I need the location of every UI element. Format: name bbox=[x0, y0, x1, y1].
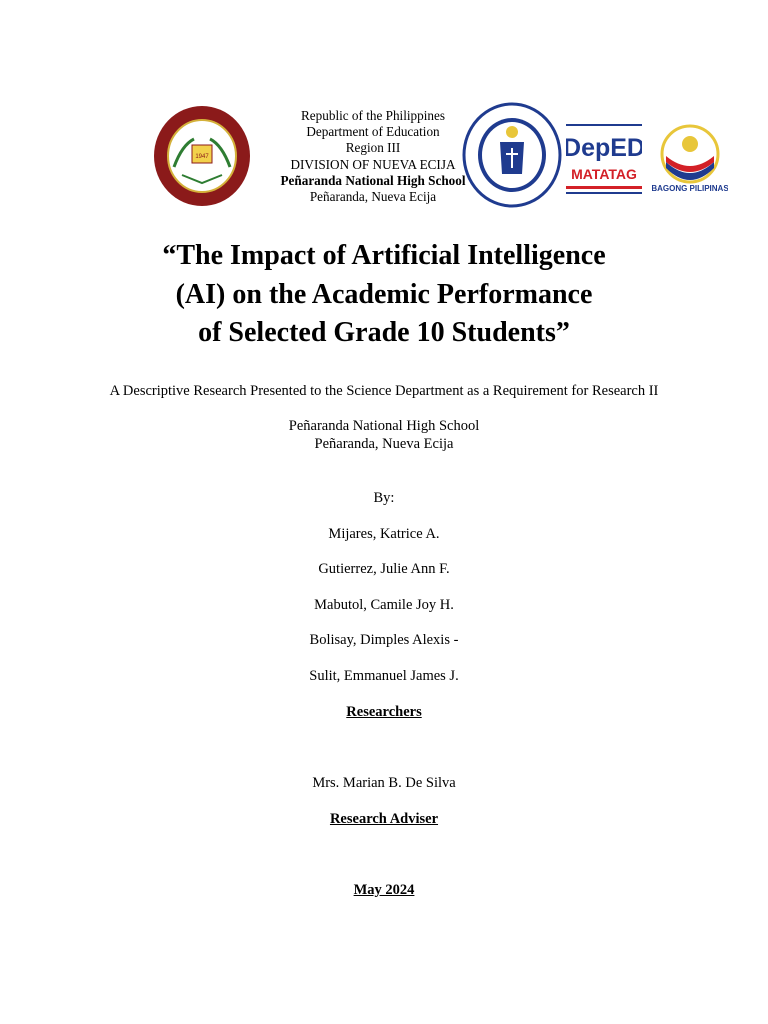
school-seal-icon bbox=[152, 105, 252, 207]
svg-text:1947: 1947 bbox=[195, 154, 209, 160]
title-line-1: “The Impact of Artificial Intelligence bbox=[162, 240, 606, 271]
letterhead-division: DIVISION OF NUEVA ECIJA bbox=[290, 156, 456, 172]
title-line-2: (AI) on the Academic Performance bbox=[175, 278, 593, 310]
svg-text:BAGONG PILIPINAS: BAGONG PILIPINAS bbox=[652, 184, 728, 193]
researcher-name: Mijares, Katrice A. bbox=[328, 526, 440, 542]
deped-matatag-logo-icon bbox=[566, 122, 642, 196]
letterhead-school: Peñaranda National High School bbox=[280, 172, 466, 188]
adviser-name: Mrs. Marian B. De Silva bbox=[312, 775, 456, 791]
bagong-pilipinas-logo-icon bbox=[652, 118, 728, 196]
svg-text:MATATAG: MATATAG bbox=[571, 166, 637, 182]
research-subtitle: A Descriptive Research Presented to the Science Department as a Requirement for Research II bbox=[109, 383, 659, 399]
deped-seal-icon bbox=[462, 102, 562, 208]
letterhead-location: Peñaranda, Nueva Ecija bbox=[309, 189, 437, 205]
letterhead-republic: Republic of the Philippines bbox=[301, 108, 445, 123]
research-title bbox=[80, 237, 688, 353]
researcher-name: Sulit, Emmanuel James J. bbox=[309, 668, 459, 684]
adviser-label-wrap bbox=[0, 810, 768, 828]
svg-text:DepED: DepED bbox=[566, 134, 642, 162]
researcher-name: Bolisay, Dimples Alexis - bbox=[309, 632, 459, 648]
letterhead-region: Region III bbox=[345, 140, 401, 156]
letterhead-department: Department of Education bbox=[306, 124, 440, 140]
researchers-label: Researchers bbox=[346, 704, 422, 720]
researcher-name: Gutierrez, Julie Ann F. bbox=[318, 561, 450, 577]
title-line-3: of Selected Grade 10 Students” bbox=[198, 317, 570, 348]
researchers-label-wrap bbox=[0, 703, 768, 721]
submission-date: May 2024 bbox=[353, 882, 415, 898]
date-wrap bbox=[0, 881, 768, 899]
researcher-name: Mabutol, Camile Joy H. bbox=[314, 597, 454, 613]
school-name: Peñaranda National High School bbox=[288, 418, 480, 434]
school-location: Peñaranda, Nueva Ecija bbox=[314, 436, 454, 452]
adviser-label: Research Adviser bbox=[329, 811, 439, 827]
by-label: By: bbox=[373, 490, 395, 506]
letterhead bbox=[268, 108, 478, 205]
